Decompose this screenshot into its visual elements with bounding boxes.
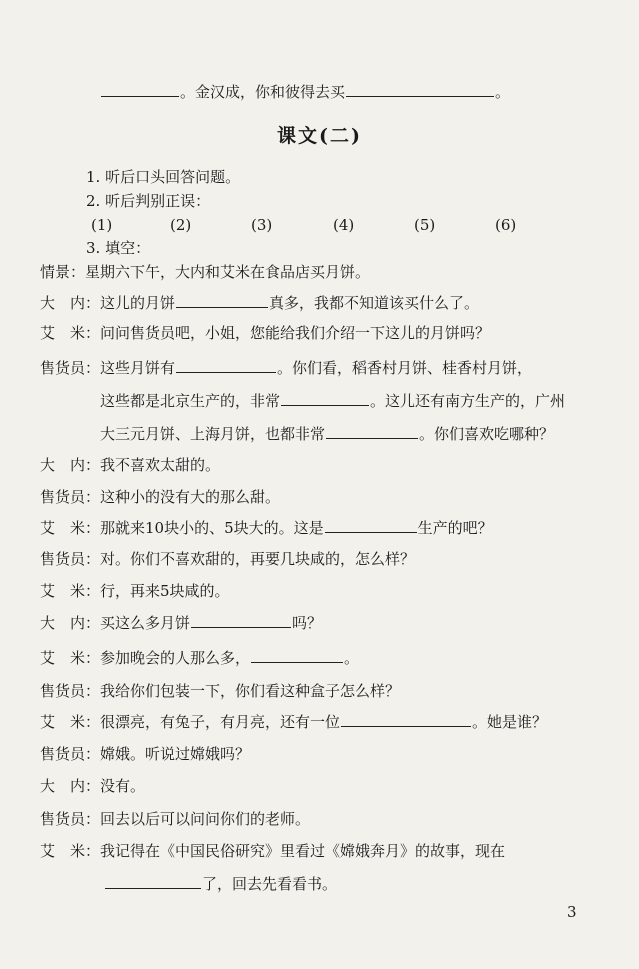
text: 问问售货员吧，小姐，您能给我们介绍一下这儿的月饼吗？ <box>100 324 491 342</box>
dialogue-line <box>40 455 220 475</box>
text: 这种小的没有大的那么甜。 <box>100 488 281 506</box>
speaker: 售货员： <box>40 810 101 828</box>
text: 这些月饼有 <box>100 359 176 377</box>
text: 生产的吧？ <box>417 519 493 537</box>
speaker: 大 内： <box>40 777 101 795</box>
text: 。金汉成，你和彼得去买 <box>180 83 346 101</box>
text: 对。你们不喜欢甜的，再要几块咸的，怎么样？ <box>100 550 416 568</box>
blank <box>325 518 417 533</box>
blank <box>176 358 276 373</box>
blank <box>105 874 201 889</box>
dialogue-line <box>40 648 359 668</box>
q2-item: (4) <box>333 216 355 234</box>
text: 嫦娥。听说过嫦娥吗？ <box>100 745 251 763</box>
text: 回去以后可以问问你们的老师。 <box>100 810 311 828</box>
blank <box>326 424 418 439</box>
text: 行，再来5块咸的。 <box>100 582 230 600</box>
q2-item: (6) <box>495 216 517 234</box>
q2-item: (3) <box>251 216 273 234</box>
text: 那就来10块小的、5块大的。这是 <box>100 519 324 537</box>
speaker: 大 内： <box>40 614 101 632</box>
speaker: 艾 米： <box>40 324 101 342</box>
text: 参加晚会的人那么多， <box>100 649 251 667</box>
text: 吗？ <box>292 614 323 632</box>
speaker: 大 内： <box>40 294 101 312</box>
text: 很漂亮，有兔子，有月亮，还有一位 <box>100 713 341 731</box>
dialogue-line <box>40 293 479 313</box>
scene-description: 情景：星期六下午，大内和艾米在食品店买月饼。 <box>40 263 371 281</box>
text: 真多，我都不知道该买什么了。 <box>269 294 480 312</box>
q2-item: (1) <box>91 216 113 234</box>
question-1: 1. 听后口头回答问题。 <box>86 168 241 186</box>
dialogue-line <box>40 549 415 569</box>
dialogue-line <box>40 712 547 732</box>
text: 了，回去先看看书。 <box>202 875 338 893</box>
dialogue-line <box>40 681 400 701</box>
page-number: 3 <box>567 903 577 921</box>
dialogue-line <box>40 581 230 601</box>
blank <box>281 391 369 406</box>
dialogue-line-continued <box>104 874 337 894</box>
text: 我记得在《中国民俗研究》里看过《嫦娥奔月》的故事，现在 <box>100 842 506 860</box>
blank <box>191 613 291 628</box>
q2-item: (2) <box>170 216 192 234</box>
text: 。你们看，稻香村月饼、桂香村月饼， <box>277 359 533 377</box>
speaker: 艾 米： <box>40 842 101 860</box>
dialogue-line <box>40 841 505 861</box>
blank <box>176 293 268 308</box>
blank <box>346 82 494 97</box>
dialogue-line <box>40 358 532 378</box>
dialogue-line <box>40 487 280 507</box>
text: 。 <box>344 649 360 667</box>
speaker: 艾 米： <box>40 582 101 600</box>
speaker: 售货员： <box>40 682 101 700</box>
speaker: 售货员： <box>40 745 101 763</box>
text: 。你们喜欢吃哪种？ <box>419 425 555 443</box>
dialogue-line-continued <box>100 424 554 444</box>
text: 。这儿还有南方生产的，广州 <box>370 392 566 410</box>
dialogue-line <box>40 518 493 538</box>
dialogue-line-continued <box>100 391 565 411</box>
speaker: 售货员： <box>40 359 101 377</box>
dialogue-line <box>40 323 490 343</box>
dialogue-line <box>40 776 145 796</box>
text: 。她是谁？ <box>472 713 548 731</box>
text: 大三元月饼、上海月饼，也都非常 <box>100 425 326 443</box>
text: 我给你们包装一下，你们看这种盒子怎么样？ <box>100 682 401 700</box>
text: 没有。 <box>100 777 146 795</box>
speaker: 大 内： <box>40 456 101 474</box>
question-3: 3. 填空： <box>86 239 151 257</box>
blank <box>341 712 471 727</box>
blank <box>251 648 343 663</box>
top-fill-line <box>100 82 510 102</box>
question-2: 2. 听后判别正误： <box>86 192 211 210</box>
speaker: 艾 米： <box>40 649 101 667</box>
text: 买这么多月饼 <box>100 614 191 632</box>
text: 我不喜欢太甜的。 <box>100 456 221 474</box>
text: 这儿的月饼 <box>100 294 176 312</box>
speaker: 艾 米： <box>40 519 101 537</box>
text: 。 <box>495 83 511 101</box>
blank <box>101 82 179 97</box>
q2-item: (5) <box>414 216 436 234</box>
lesson-title: 课文(二) <box>277 125 362 147</box>
speaker: 售货员： <box>40 550 101 568</box>
speaker: 售货员： <box>40 488 101 506</box>
text: 这些都是北京生产的，非常 <box>100 392 281 410</box>
dialogue-line <box>40 809 310 829</box>
dialogue-line <box>40 613 322 633</box>
dialogue-line <box>40 744 250 764</box>
speaker: 艾 米： <box>40 713 101 731</box>
